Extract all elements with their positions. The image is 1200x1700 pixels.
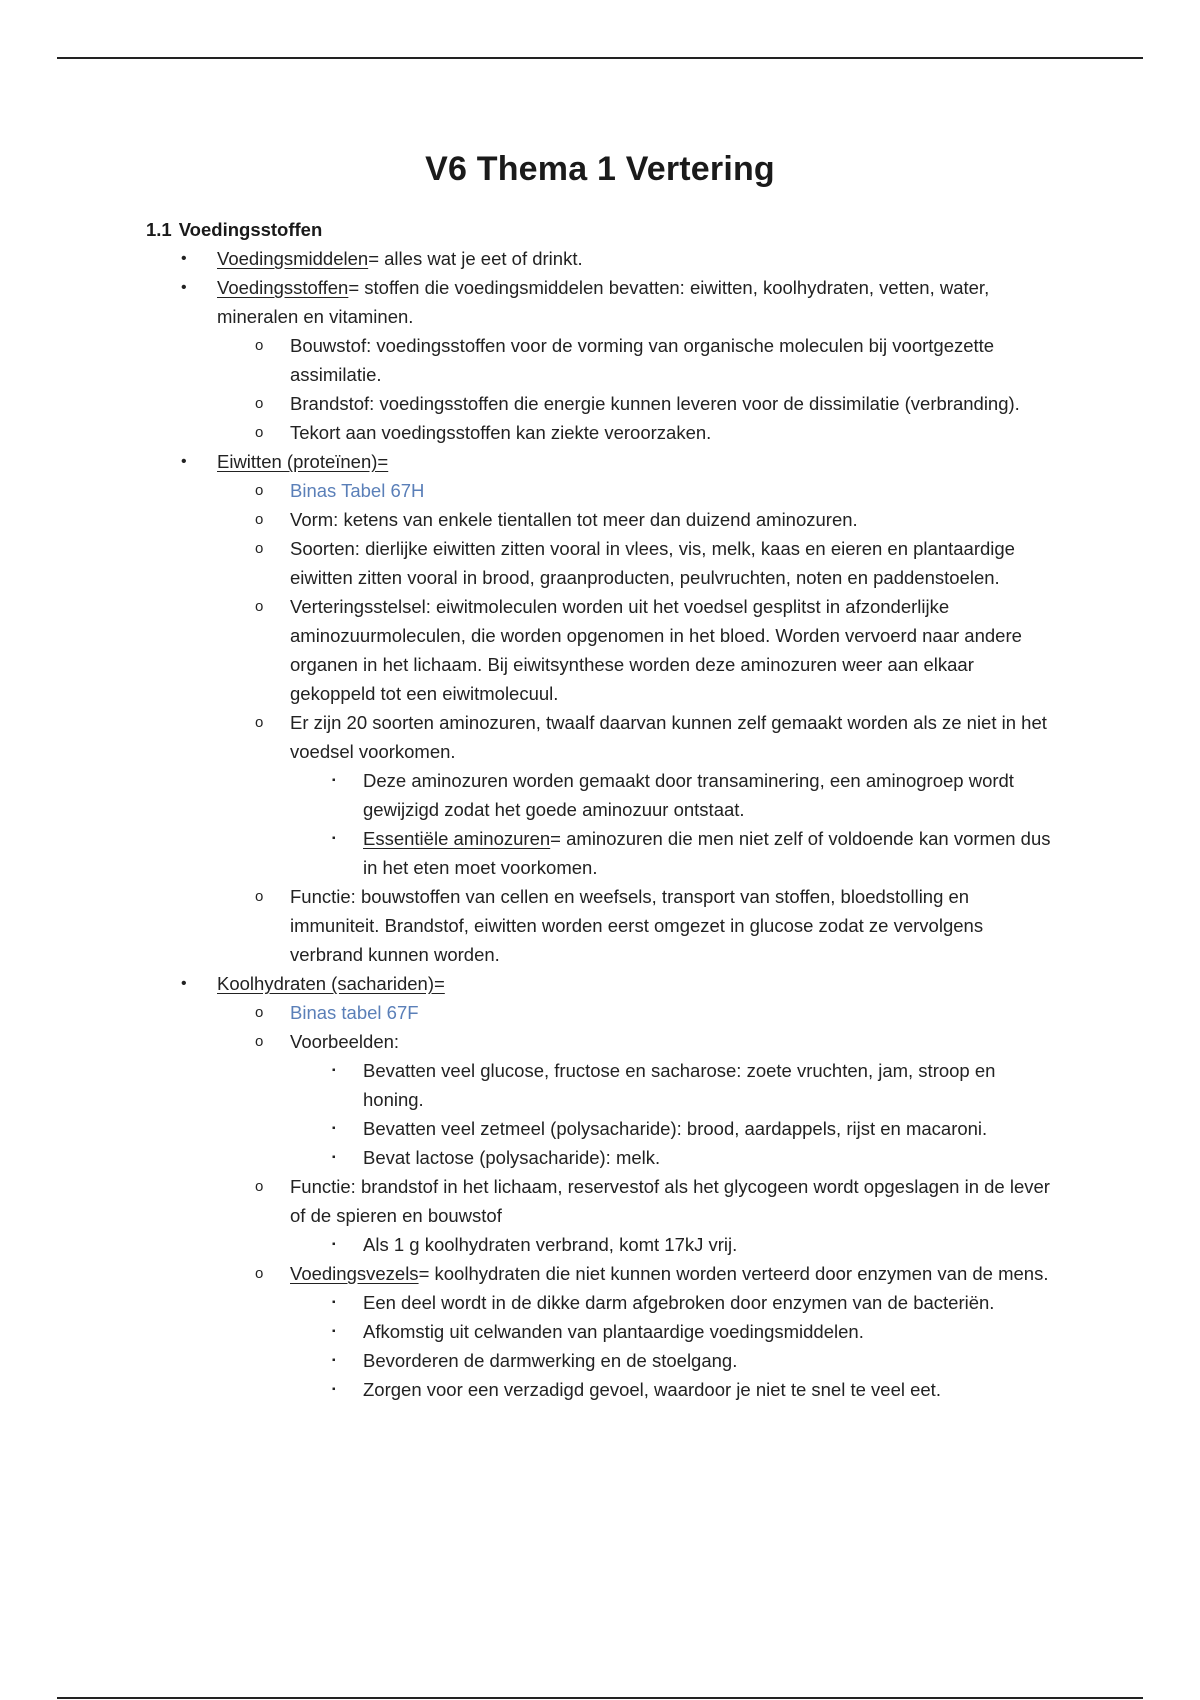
circle-marker: o (255, 1265, 264, 1282)
square-marker: ▪ (332, 1065, 336, 1076)
list-item (0, 1230, 1060, 1259)
item-text: Zorgen voor een verzadigd gevoel, waardoor je niet te snel te veel eet. (363, 1379, 941, 1400)
list-item (0, 244, 1060, 273)
list-item (0, 592, 1055, 708)
list-item (0, 273, 1060, 331)
section-heading (146, 219, 322, 241)
list-item (0, 1172, 1055, 1230)
binas-reference: Binas tabel 67F (290, 1002, 419, 1023)
circle-marker: o (255, 1178, 264, 1195)
list-item (0, 1027, 1055, 1056)
term: Voedingsmiddelen (217, 248, 369, 269)
list-item (0, 505, 1055, 534)
term: Voedingsstoffen (217, 277, 349, 298)
list-item (0, 1346, 1060, 1375)
square-marker: ▪ (332, 1355, 336, 1366)
section-title: Voedingsstoffen (178, 219, 323, 240)
item-text: Brandstof: voedingsstoffen die energie kunnen leveren voor de dissimilatie (verbranding). (290, 393, 1020, 414)
item-text: Voorbeelden: (290, 1031, 400, 1052)
list-item (0, 1288, 1060, 1317)
page-title: V6 Thema 1 Vertering (425, 150, 775, 188)
item-text: Vorm: ketens van enkele tientallen tot meer dan duizend aminozuren. (290, 509, 858, 530)
item-text: Als 1 g koolhydraten verbrand, komt 17kJ vrij. (363, 1234, 738, 1255)
circle-marker: o (255, 395, 264, 412)
bullet-marker: • (181, 279, 187, 296)
section-number: 1.1 (146, 219, 172, 240)
item-text: Functie: bouwstoffen van cellen en weefsels, transport van stoffen, bloedstolling en immuniteit. Brandstof, eiwitten worden eerst omgezet in glucose zodat ze vervolgens verbrand kunnen worden. (290, 886, 984, 965)
list-item (0, 534, 1055, 592)
square-marker: ▪ (332, 1297, 336, 1308)
list-item (0, 824, 1060, 882)
list-item (0, 969, 1060, 998)
list-item (0, 1259, 1055, 1288)
subheading: Koolhydraten (sachariden)= (217, 973, 445, 994)
definition: = alles wat je eet of drinkt. (368, 248, 583, 269)
square-marker: ▪ (332, 1152, 336, 1163)
header-rule (57, 57, 1143, 59)
square-marker: ▪ (332, 1384, 336, 1395)
item-text: Soorten: dierlijke eiwitten zitten vooral in vlees, vis, melk, kaas en eieren en plantaardige eiwitten zitten vooral in brood, graanproducten, peulvruchten, noten en paddenstoelen. (290, 538, 1015, 588)
term: Essentiële aminozuren (363, 828, 551, 849)
item-text: Afkomstig uit celwanden van plantaardige voedingsmiddelen. (363, 1321, 864, 1342)
definition: = stoffen die voedingsmiddelen bevatten: eiwitten, koolhydraten, vetten, water, mineralen en vitaminen. (217, 277, 990, 327)
list-item (0, 447, 1060, 476)
circle-marker: o (255, 482, 264, 499)
subheading: Eiwitten (proteïnen)= (217, 451, 389, 472)
square-marker: ▪ (332, 833, 336, 844)
square-marker: ▪ (332, 775, 336, 786)
item-text: Tekort aan voedingsstoffen kan ziekte veroorzaken. (290, 422, 712, 443)
bullet-marker: • (181, 250, 187, 267)
list-item (0, 1143, 1060, 1172)
item-text: Er zijn 20 soorten aminozuren, twaalf daarvan kunnen zelf gemaakt worden als ze niet in het voedsel voorkomen. (290, 712, 1047, 762)
list-item (0, 1056, 1060, 1114)
list-item (0, 1114, 1060, 1143)
list-item (0, 1375, 1060, 1404)
binas-reference: Binas Tabel 67H (290, 480, 425, 501)
square-marker: ▪ (332, 1123, 336, 1134)
square-marker: ▪ (332, 1326, 336, 1337)
circle-marker: o (255, 598, 264, 615)
circle-marker: o (255, 714, 264, 731)
list-item (0, 331, 1055, 389)
circle-marker: o (255, 540, 264, 557)
document-body (0, 244, 1200, 1404)
item-text: Functie: brandstof in het lichaam, reservestof als het glycogeen wordt opgeslagen in de lever of de spieren en bouwstof (290, 1176, 1050, 1226)
circle-marker: o (255, 424, 264, 441)
list-item (0, 998, 1055, 1027)
item-text: Bevatten veel glucose, fructose en sacharose: zoete vruchten, jam, stroop en honing. (363, 1060, 996, 1110)
list-item (0, 766, 1060, 824)
term: Voedingsvezels (290, 1263, 419, 1284)
list-item (0, 708, 1055, 766)
list-item (0, 476, 1055, 505)
item-text: Bevatten veel zetmeel (polysacharide): brood, aardappels, rijst en macaroni. (363, 1118, 988, 1139)
item-text: Een deel wordt in de dikke darm afgebroken door enzymen van de bacteriën. (363, 1292, 995, 1313)
definition: = aminozuren die men niet zelf of voldoende kan vormen dus in het eten moet voorkomen. (363, 828, 1051, 878)
list-item (0, 1317, 1060, 1346)
square-marker: ▪ (332, 1239, 336, 1250)
bullet-marker: • (181, 975, 187, 992)
list-item (0, 389, 1055, 418)
item-text: Bevorderen de darmwerking en de stoelgang. (363, 1350, 738, 1371)
circle-marker: o (255, 337, 264, 354)
circle-marker: o (255, 888, 264, 905)
bullet-marker: • (181, 453, 187, 470)
list-item (0, 418, 1055, 447)
list-item (0, 882, 1055, 969)
item-text: Bevat lactose (polysacharide): melk. (363, 1147, 661, 1168)
item-text: Deze aminozuren worden gemaakt door transaminering, een aminogroep wordt gewijzigd zodat het goede aminozuur ontstaat. (363, 770, 1014, 820)
circle-marker: o (255, 1004, 264, 1021)
definition: = koolhydraten die niet kunnen worden verteerd door enzymen van de mens. (418, 1263, 1049, 1284)
circle-marker: o (255, 1033, 264, 1050)
circle-marker: o (255, 511, 264, 528)
item-text: Bouwstof: voedingsstoffen voor de vorming van organische moleculen bij voortgezette assimilatie. (290, 335, 995, 385)
footer-rule (57, 1697, 1143, 1699)
item-text: Verteringsstelsel: eiwitmoleculen worden uit het voedsel gesplitst in afzonderlijke aminozuurmoleculen, die worden opgenomen in het bloed. Worden vervoerd naar andere organen in het lichaam. Bij eiwitsynthese worden deze aminozuren weer aan elkaar gekoppeld tot een eiwitmolecuul. (290, 596, 1022, 704)
